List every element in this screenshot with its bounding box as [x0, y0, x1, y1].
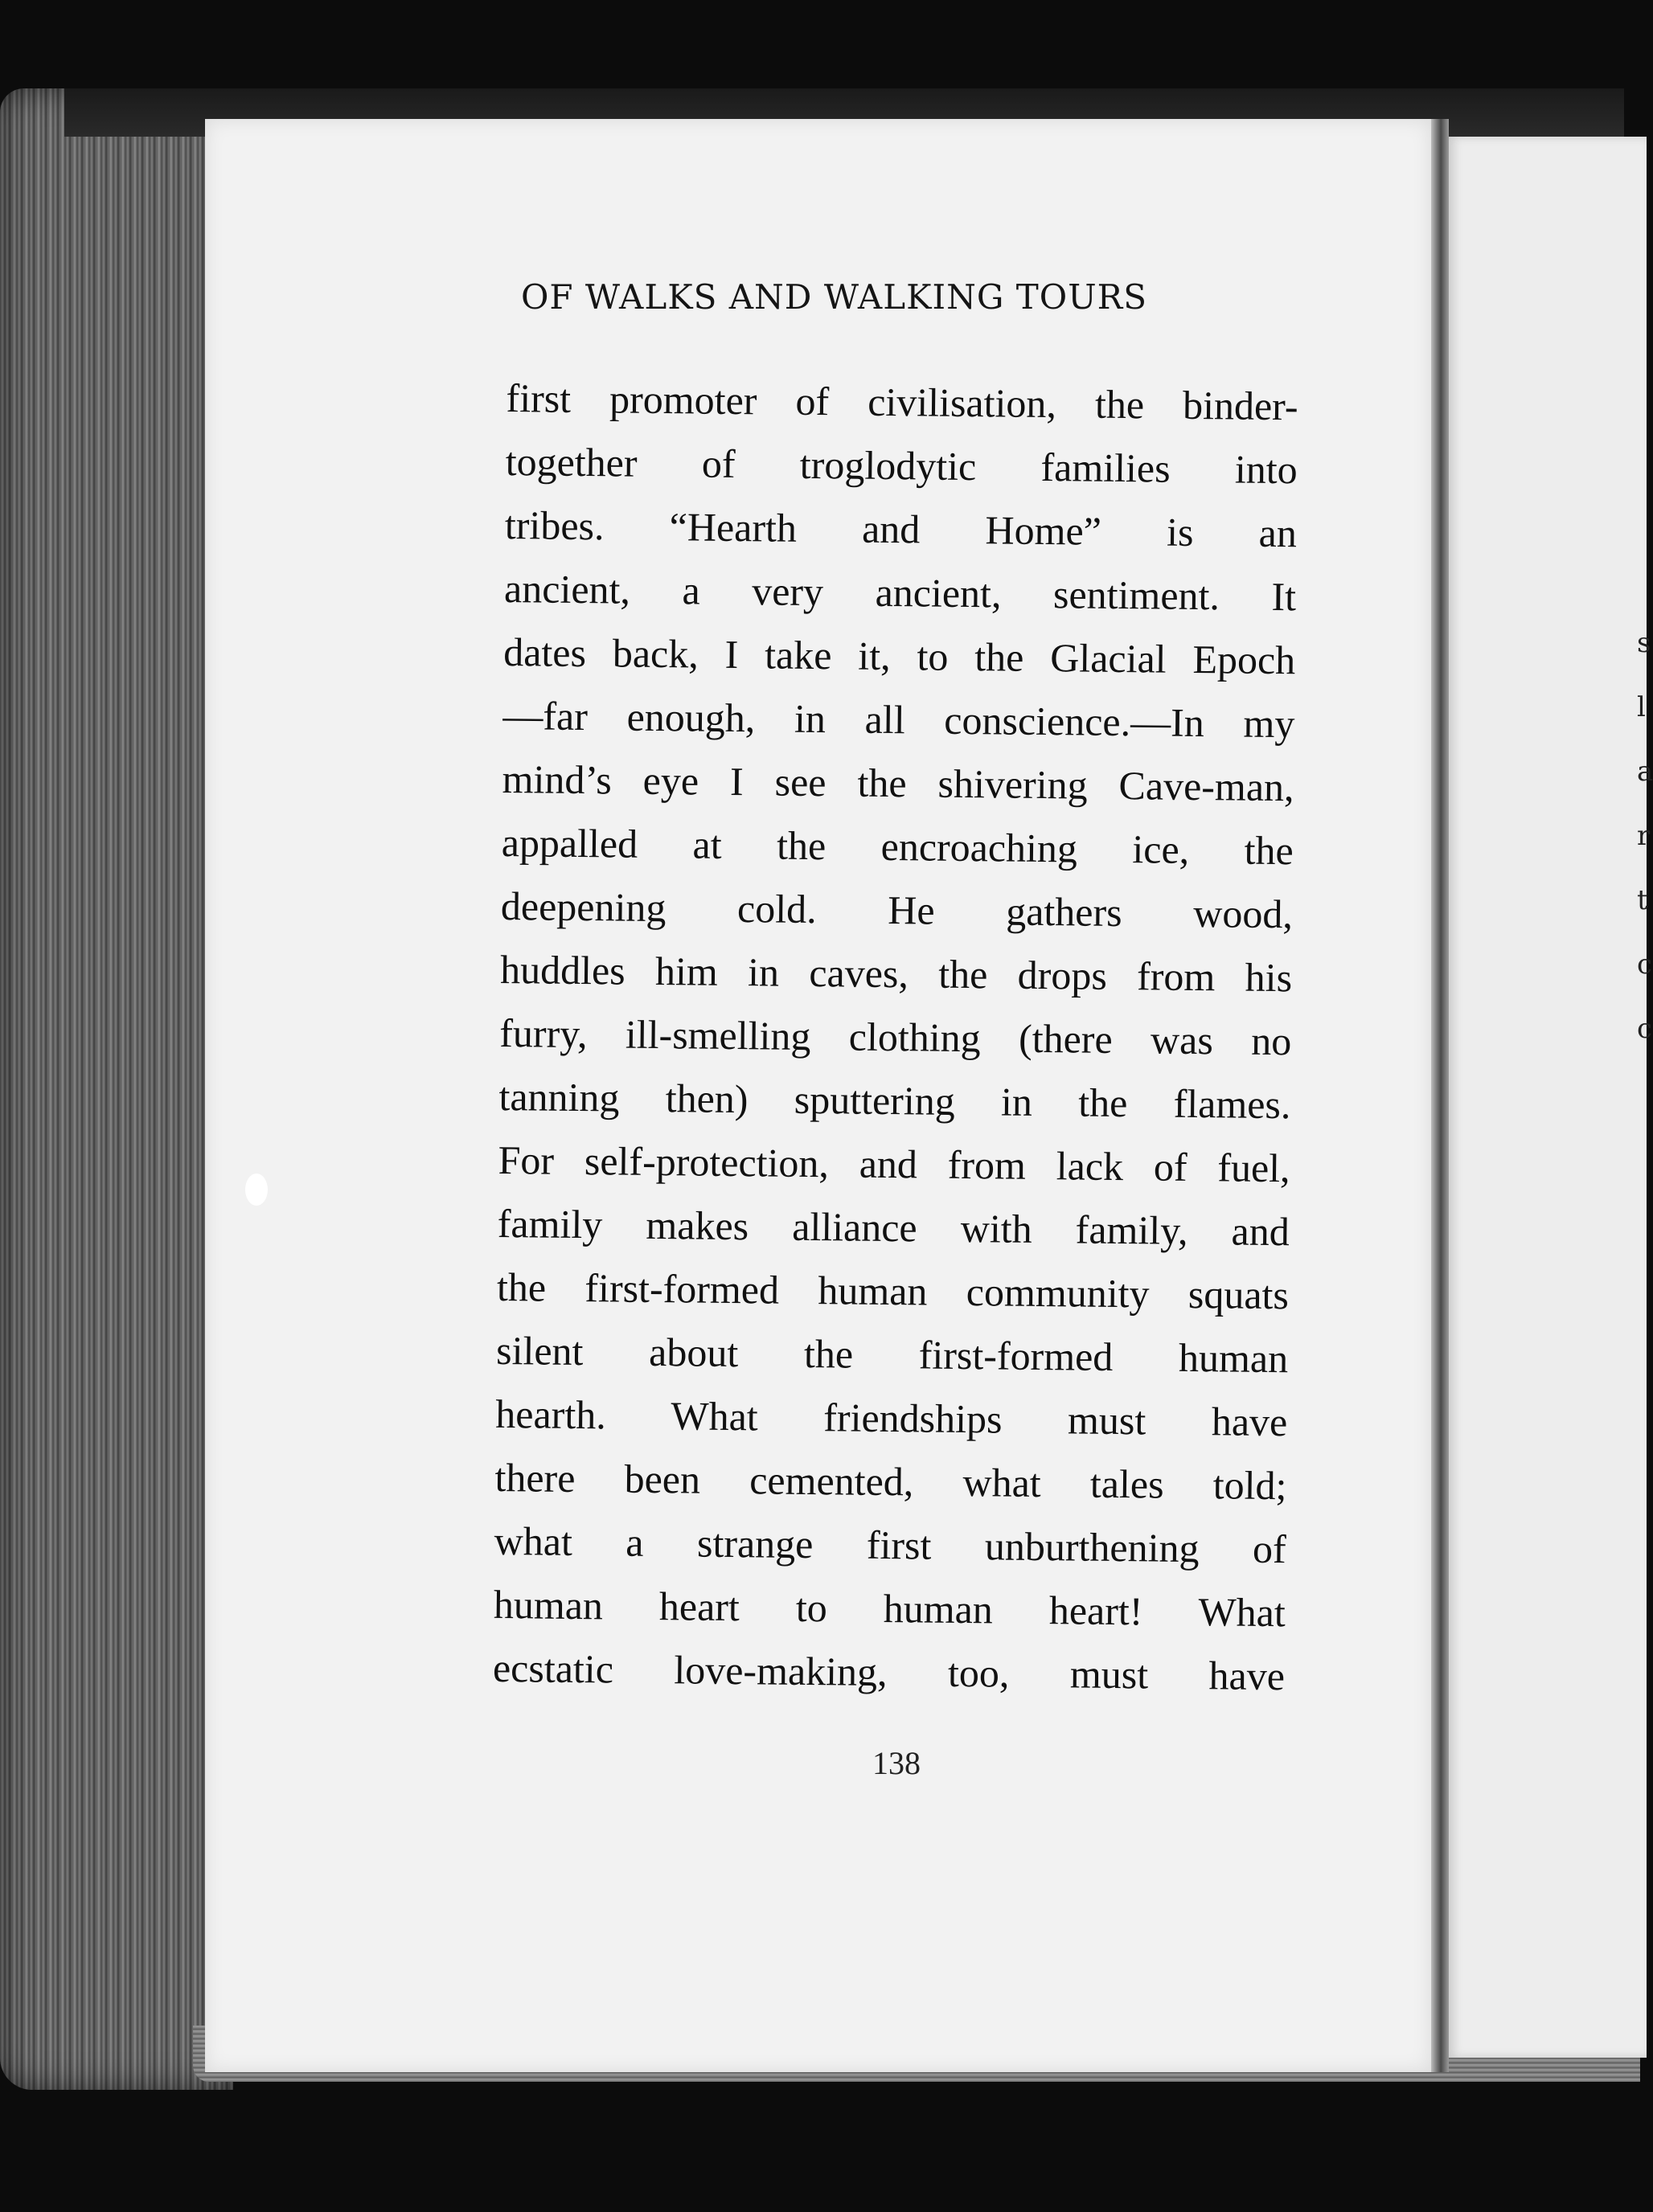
edge-letter: s	[1637, 627, 1651, 659]
text-line: family makes alliance with family, and	[497, 1200, 1290, 1255]
book-page-edges	[0, 88, 233, 2090]
text-line: mind’s eye I see the shivering Cave-man,	[502, 756, 1294, 810]
text-line: tanning then) sputtering in the flames.	[498, 1073, 1291, 1128]
text-line: the first-formed human community squats	[496, 1264, 1290, 1318]
paper-speck	[245, 1174, 268, 1206]
edge-letter: l	[1637, 691, 1646, 723]
text-line: For self-protection, and from lack of fuel,	[498, 1137, 1290, 1191]
text-line: together of troglodytic families into	[505, 438, 1298, 493]
text-line: —far enough, in all conscience.—In my	[502, 692, 1295, 747]
text-line: ancient, a very ancient, sentiment. It	[503, 565, 1297, 620]
edge-letter: t	[1637, 884, 1648, 916]
text-line: dates back, I take it, to the Glacial Epoch	[502, 629, 1296, 683]
facing-page-edge-letters	[1637, 611, 1653, 1061]
text-line: silent about the first-formed human	[495, 1327, 1289, 1382]
edge-letter: a	[1637, 756, 1653, 788]
text-line: appalled at the encroaching ice, the	[501, 819, 1294, 874]
text-line: human heart to human heart! What	[493, 1581, 1286, 1636]
text-line: furry, ill-smelling clothing (there was no	[499, 1010, 1292, 1064]
text-line: there been cemented, what tales told;	[494, 1454, 1287, 1509]
edge-letter: c	[1637, 1013, 1653, 1045]
text-line: hearth. What friendships must have	[495, 1391, 1288, 1445]
page-number: 138	[872, 1745, 921, 1781]
text-line: deepening cold. He gathers wood,	[500, 883, 1294, 937]
edge-letter: c	[1637, 948, 1653, 981]
text-line: ecstatic love-making, too, must have	[492, 1645, 1286, 1699]
book-gutter	[1431, 119, 1449, 2072]
running-head: OF WALKS AND WALKING TOURS	[521, 277, 1147, 317]
text-line: huddles him in caves, the drops from his	[499, 946, 1293, 1001]
text-line: tribes. “Hearth and Home” is an	[504, 502, 1298, 556]
text-line: first promoter of civilisation, the binder-	[506, 375, 1298, 429]
page-body-text	[493, 367, 1298, 1708]
right-facing-page	[1449, 137, 1653, 2058]
edge-letter: r	[1637, 820, 1651, 852]
text-line: what a strange first unburthening of	[494, 1518, 1286, 1572]
